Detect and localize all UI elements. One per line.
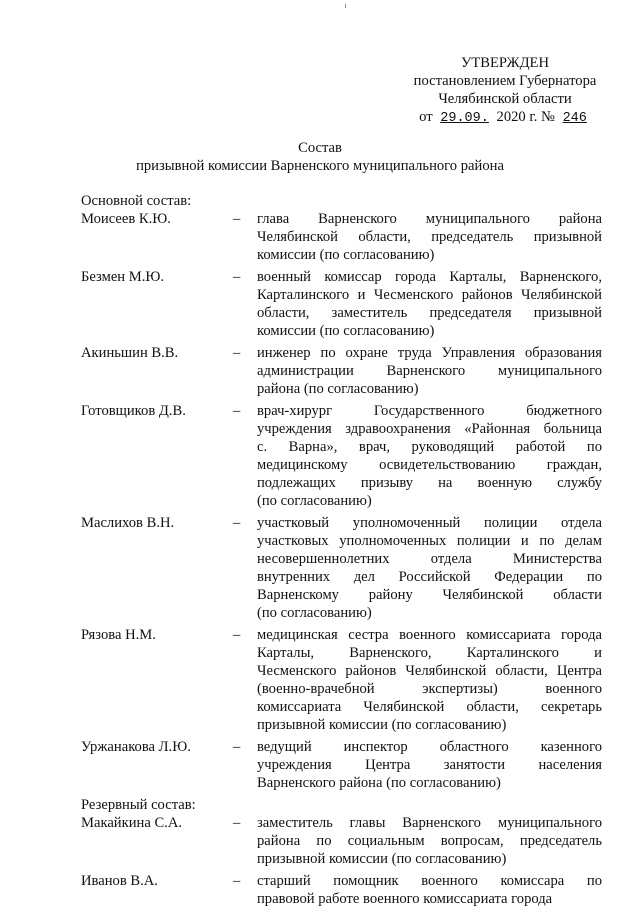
role-line: учреждения здравоохранения «Районная больница <box>257 421 602 437</box>
dash-separator: – <box>233 269 241 285</box>
role-line: (по согласованию) <box>257 493 372 509</box>
member-role <box>257 814 602 868</box>
member-role <box>257 626 602 734</box>
title-line-1: Состав <box>298 140 342 156</box>
role-line: правовой работе военного комиссариата города <box>257 891 553 907</box>
member-name: Безмен М.Ю. <box>81 269 165 285</box>
member-role <box>257 738 602 792</box>
main-section-label: Основной состав: <box>81 193 192 209</box>
role-line: глава Варненского муниципального района <box>257 211 602 227</box>
role-line: (военно-врачебной экспертизы) военного <box>257 681 602 697</box>
role-line: комиссии (по согласованию) <box>257 323 435 339</box>
dash-separator: – <box>233 403 241 419</box>
member-role <box>257 268 602 340</box>
member-role <box>257 402 602 510</box>
dash-separator: – <box>233 211 241 227</box>
approval-region: Челябинской области <box>438 91 572 107</box>
member-row <box>81 626 602 734</box>
member-name: Маслихов В.Н. <box>81 515 175 531</box>
member-row <box>81 402 602 510</box>
dash-separator: – <box>233 627 241 643</box>
role-line: района по социальным вопросам, председатель <box>257 833 602 849</box>
member-role <box>257 210 602 264</box>
role-line: участковых уполномоченных полиции и по делам <box>257 533 602 549</box>
approval-date-line <box>410 108 600 128</box>
role-line: Карталинского и Чесменского районов Челябинской <box>257 287 602 303</box>
scan-mark <box>345 4 346 8</box>
approval-block <box>410 54 600 128</box>
role-line: участковый уполномоченный полиции отдела <box>257 515 602 531</box>
role-line: учреждения Центра занятости населения <box>257 757 602 773</box>
role-line: инженер по охране труда Управления образования <box>257 345 602 361</box>
title-line-2: призывной комиссии Варненского муниципального района <box>136 158 504 174</box>
member-row <box>81 514 602 622</box>
year-text: 2020 г. № <box>496 109 555 125</box>
role-line: военный комиссар города Карталы, Варненского, <box>257 269 602 285</box>
role-line: с. Варна», врач, руководящий работой по <box>257 439 602 455</box>
member-row <box>81 814 602 868</box>
member-name: Иванов В.А. <box>81 873 158 889</box>
member-row <box>81 738 602 792</box>
reserve-members <box>81 814 602 908</box>
approval-heading: УТВЕРЖДЕН <box>461 55 549 71</box>
reserve-section-label: Резервный состав: <box>81 797 196 813</box>
member-name: Рязова Н.М. <box>81 627 156 643</box>
member-name: Макайкина С.А. <box>81 815 183 831</box>
role-line: Варненскому району Челябинской области <box>257 587 602 603</box>
approval-decree: постановлением Губернатора <box>413 73 597 89</box>
member-name: Уржанакова Л.Ю. <box>81 739 191 755</box>
member-role <box>257 344 602 398</box>
dash-separator: – <box>233 815 241 831</box>
dash-separator: – <box>233 515 241 531</box>
role-line: комиссии (по согласованию) <box>257 247 435 263</box>
member-name: Акиньшин В.В. <box>81 345 179 361</box>
document-title <box>0 139 640 175</box>
role-line: района (по согласованию) <box>257 381 419 397</box>
role-line: внутренних дел Российской Федерации по <box>257 569 602 585</box>
date-value: 29.09. <box>440 111 489 126</box>
role-line: Чесменского районов Челябинской области, Центра <box>257 663 602 679</box>
role-line: призывной комиссии (по согласованию) <box>257 717 507 733</box>
role-line: медицинскому освидетельствованию граждан, <box>257 457 602 473</box>
role-line: области, заместитель председателя призывной <box>257 305 602 321</box>
role-line: медицинская сестра военного комиссариата города <box>257 627 602 643</box>
role-line: Карталы, Варненского, Карталинского и <box>257 645 602 661</box>
role-line: (по согласованию) <box>257 605 372 621</box>
member-role <box>257 872 602 908</box>
role-line: подлежащих призыву на военную службу <box>257 475 602 491</box>
role-line: ведущий инспектор областного казенного <box>257 739 602 755</box>
role-line: несовершеннолетних отдела Министерства <box>257 551 602 567</box>
member-row <box>81 344 602 398</box>
dash-separator: – <box>233 345 241 361</box>
member-row <box>81 872 602 908</box>
role-line: заместитель главы Варненского муниципального <box>257 815 602 831</box>
role-line: комиссариата Челябинской области, секретарь <box>257 699 602 715</box>
dash-separator: – <box>233 739 241 755</box>
role-line: администрации Варненского муниципального <box>257 363 602 379</box>
main-members <box>81 210 602 792</box>
member-name: Моисеев К.Ю. <box>81 211 171 227</box>
commission-list <box>81 192 602 912</box>
role-line: врач-хирург Государственного бюджетного <box>257 403 602 419</box>
member-row <box>81 210 602 264</box>
role-line: призывной комиссии (по согласованию) <box>257 851 507 867</box>
date-prefix: от <box>419 109 433 125</box>
role-line: старший помощник военного комиссара по <box>257 873 602 889</box>
decree-number: 246 <box>562 111 587 126</box>
dash-separator: – <box>233 873 241 889</box>
member-role <box>257 514 602 622</box>
member-row <box>81 268 602 340</box>
role-line: Челябинской области, председатель призывной <box>257 229 602 245</box>
role-line: Варненского района (по согласованию) <box>257 775 501 791</box>
member-name: Готовщиков Д.В. <box>81 403 186 419</box>
